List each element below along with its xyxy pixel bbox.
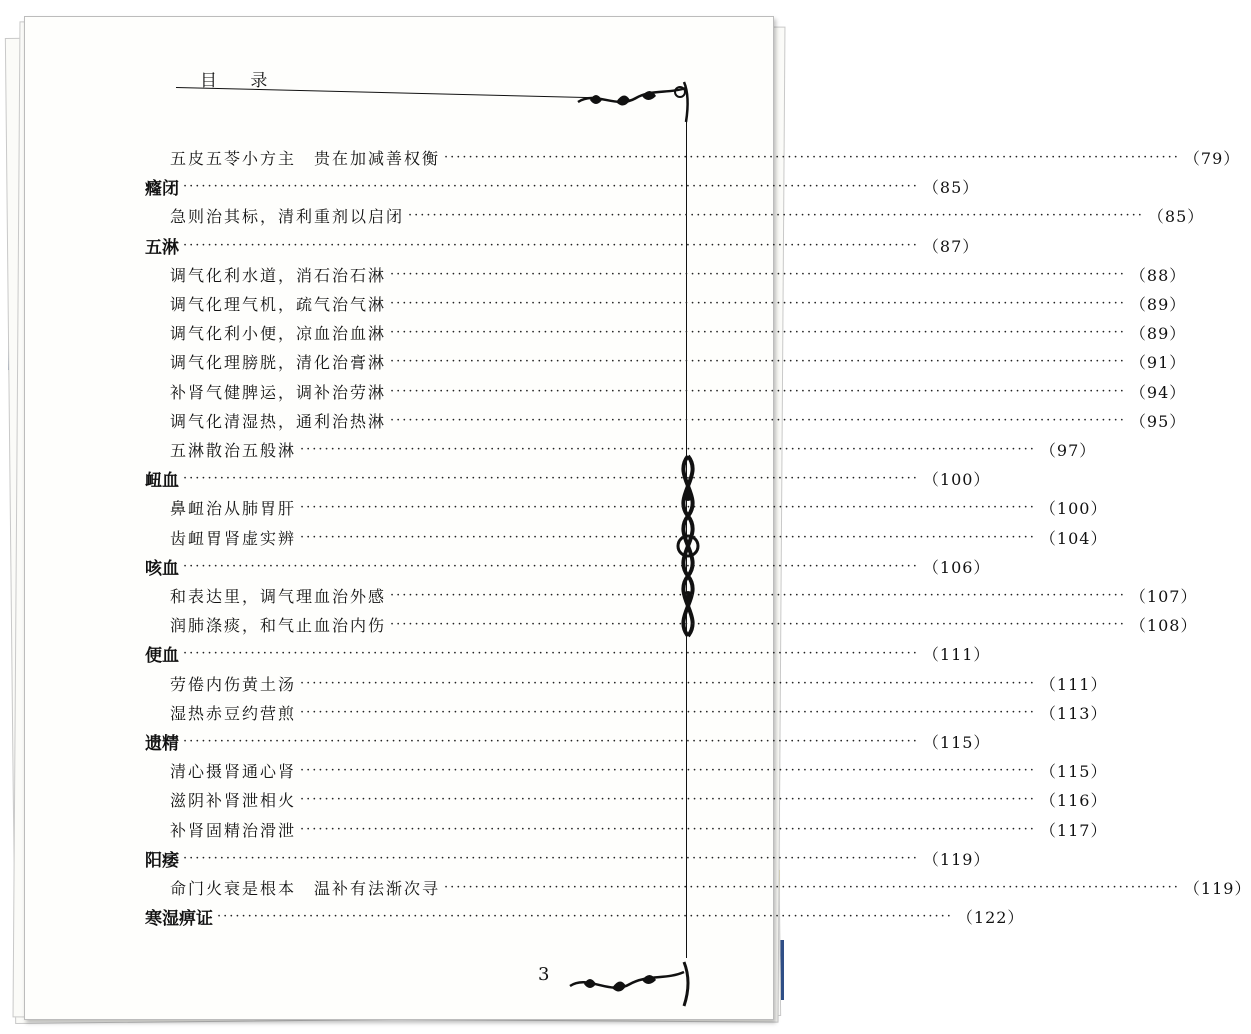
toc-entry-title: 阳痿 xyxy=(145,850,179,871)
toc-page-number: （119） xyxy=(922,849,991,869)
toc-leader-dots: ························································································································ xyxy=(183,237,919,253)
toc-leader-dots: ························································································································ xyxy=(300,704,1036,720)
toc-entry-title: 寒湿痹证 xyxy=(145,908,213,929)
toc-entry-title: 咳血 xyxy=(145,558,179,579)
toc-leader-dots: ························································································································ xyxy=(390,412,1126,428)
page-header-title: 目 录 xyxy=(200,71,282,91)
toc-entry-title: 劳倦内伤黄土汤 xyxy=(170,674,297,694)
toc-entry-title: 调气化利小便，凉血治血淋 xyxy=(170,323,387,343)
toc-entry-title: 滋阴补肾泄相火 xyxy=(170,790,297,810)
toc-section-entry xyxy=(170,610,1198,638)
toc-chapter-entry xyxy=(145,902,1025,930)
toc-entry-title: 五淋 xyxy=(145,237,179,258)
toc-section-entry xyxy=(170,756,1108,784)
toc-entry-title: 补肾固精治滑泄 xyxy=(170,820,297,840)
toc-page-number: （97） xyxy=(1039,440,1097,460)
toc-section-entry xyxy=(170,289,1187,317)
toc-section-entry xyxy=(170,493,1108,521)
toc-entry-title: 调气化利水道，消石治石淋 xyxy=(170,265,387,285)
toc-section-entry xyxy=(170,406,1187,434)
toc-page-number: （89） xyxy=(1129,294,1187,314)
toc-leader-dots: ························································································································ xyxy=(217,908,953,924)
toc-leader-dots: ························································································································ xyxy=(300,499,1036,515)
toc-leader-dots: ························································································································ xyxy=(390,324,1126,340)
toc-section-entry xyxy=(170,873,1251,901)
toc-page-number: （91） xyxy=(1129,352,1187,372)
toc-entry-title: 衄血 xyxy=(145,470,179,491)
toc-section-entry xyxy=(170,318,1187,346)
toc-leader-dots: ························································································································ xyxy=(183,733,919,749)
toc-entry-title: 调气化理气机，疏气治气淋 xyxy=(170,294,387,314)
toc-leader-dots: ························································································································ xyxy=(183,850,919,866)
toc-page-number: （85） xyxy=(922,177,980,197)
toc-section-entry xyxy=(170,523,1108,551)
toc-page-number: （88） xyxy=(1129,265,1187,285)
toc-leader-dots: ························································································································ xyxy=(300,791,1036,807)
toc-chapter-entry xyxy=(145,231,980,259)
toc-page-number: （104） xyxy=(1039,528,1108,548)
toc-page-number: （111） xyxy=(922,644,991,664)
toc-leader-dots: ························································································································ xyxy=(183,558,919,574)
toc-section-entry xyxy=(170,669,1108,697)
toc-page-number: （100） xyxy=(1039,498,1108,518)
toc-page-number: （89） xyxy=(1129,323,1187,343)
toc-entry-title: 鼻衄治从肺胃肝 xyxy=(170,498,297,518)
toc-section-entry xyxy=(170,815,1108,843)
toc-leader-dots: ························································································································ xyxy=(444,149,1180,165)
toc-page-number: （94） xyxy=(1129,382,1187,402)
toc-page-number: （115） xyxy=(922,732,991,752)
toc-leader-dots: ························································································································ xyxy=(444,879,1180,895)
toc-page-number: （115） xyxy=(1039,761,1108,781)
toc-page-number: （107） xyxy=(1129,586,1198,606)
toc-entry-title: 癃闭 xyxy=(145,178,179,199)
toc-entry-title: 命门火衰是根本 温补有法渐次寻 xyxy=(170,878,441,898)
toc-entry-title: 急则治其标，清利重剂以启闭 xyxy=(170,206,405,226)
toc-page-number: （117） xyxy=(1039,820,1108,840)
toc-page-number: （100） xyxy=(922,469,991,489)
toc-leader-dots: ························································································································ xyxy=(408,207,1144,223)
toc-section-entry xyxy=(170,435,1097,463)
toc-section-entry xyxy=(170,143,1241,171)
toc-section-entry xyxy=(170,581,1198,609)
toc-leader-dots: ························································································································ xyxy=(183,470,919,486)
toc-page-number: （85） xyxy=(1147,206,1205,226)
toc-section-entry xyxy=(170,201,1205,229)
toc-section-entry xyxy=(170,260,1187,288)
toc-entry-title: 便血 xyxy=(145,645,179,666)
toc-page-number: （122） xyxy=(956,907,1025,927)
toc-entry-title: 湿热赤豆约营煎 xyxy=(170,703,297,723)
toc-leader-dots: ························································································································ xyxy=(390,295,1126,311)
toc-leader-dots: ························································································································ xyxy=(390,616,1126,632)
toc-chapter-entry xyxy=(145,172,980,200)
toc-page-number: （79） xyxy=(1183,148,1241,168)
toc-chapter-entry xyxy=(145,727,991,755)
toc-leader-dots: ························································································································ xyxy=(390,353,1126,369)
toc-leader-dots: ························································································································ xyxy=(183,178,919,194)
toc-page-number: （87） xyxy=(922,236,980,256)
toc-page-number: （95） xyxy=(1129,411,1187,431)
toc-chapter-entry xyxy=(145,844,991,872)
toc-leader-dots: ························································································································ xyxy=(390,587,1126,603)
toc-leader-dots: ························································································································ xyxy=(300,821,1036,837)
toc-leader-dots: ························································································································ xyxy=(300,529,1036,545)
toc-entry-title: 补肾气健脾运，调补治劳淋 xyxy=(170,382,387,402)
toc-leader-dots: ························································································································ xyxy=(183,645,919,661)
toc-leader-dots: ························································································································ xyxy=(300,441,1036,457)
toc-entry-title: 调气化清湿热，通利治热淋 xyxy=(170,411,387,431)
toc-section-entry xyxy=(170,347,1187,375)
toc-entry-title: 润肺涤痰，和气止血治内伤 xyxy=(170,615,387,635)
toc-entry-title: 遗精 xyxy=(145,733,179,754)
toc-leader-dots: ························································································································ xyxy=(300,762,1036,778)
toc-page-number: （113） xyxy=(1039,703,1108,723)
page-number: 3 xyxy=(538,964,550,985)
toc-entry-title: 五皮五苓小方主 贵在加减善权衡 xyxy=(170,148,441,168)
top-ornament-icon xyxy=(576,80,696,126)
bottom-ornament-icon xyxy=(566,962,696,1006)
toc-chapter-entry xyxy=(145,464,991,492)
toc-entry-title: 清心摄肾通心肾 xyxy=(170,761,297,781)
toc-section-entry xyxy=(170,698,1108,726)
toc-section-entry xyxy=(170,377,1187,405)
toc-page-number: （116） xyxy=(1039,790,1108,810)
toc-page-number: （106） xyxy=(922,557,991,577)
toc-leader-dots: ························································································································ xyxy=(300,675,1036,691)
toc-page-number: （108） xyxy=(1129,615,1198,635)
toc-entry-title: 齿衄胃肾虚实辨 xyxy=(170,528,297,548)
toc-chapter-entry xyxy=(145,639,991,667)
toc-page-number: （119） xyxy=(1183,878,1251,898)
toc-leader-dots: ························································································································ xyxy=(390,266,1126,282)
toc-leader-dots: ························································································································ xyxy=(390,383,1126,399)
toc-entry-title: 调气化理膀胱，清化治膏淋 xyxy=(170,352,387,372)
toc-entry-title: 和表达里，调气理血治外感 xyxy=(170,586,387,606)
toc-entry-title: 五淋散治五般淋 xyxy=(170,440,297,460)
toc-section-entry xyxy=(170,785,1108,813)
toc-page-number: （111） xyxy=(1039,674,1108,694)
toc-chapter-entry xyxy=(145,552,991,580)
